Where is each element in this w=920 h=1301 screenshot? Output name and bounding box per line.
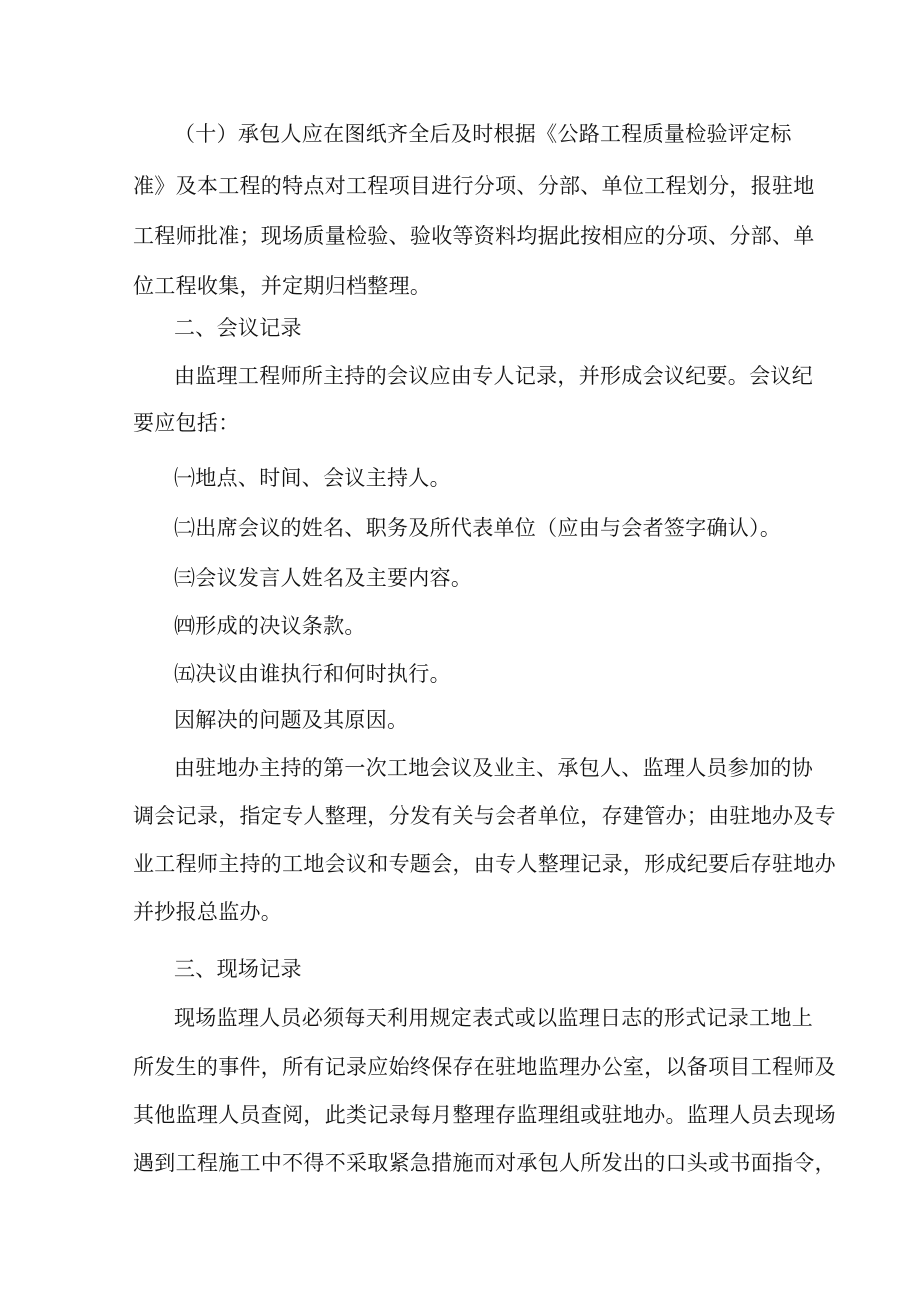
para-ten-line-2: 准》及本工程的特点对工程项目进行分项、分部、单位工程划分，报驻地 — [133, 174, 815, 198]
section-two-intro-line-1: 由监理工程师所主持的会议应由专人记录，并形成会议纪要。会议纪 — [174, 364, 813, 388]
section-three-heading: 三、现场记录 — [174, 957, 302, 981]
section-two-intro-line-2: 要应包括： — [133, 411, 240, 435]
list-item: ㈤决议由谁执行和何时执行。 — [174, 662, 451, 686]
section-two-para-line-2: 调会记录，指定专人整理，分发有关与会者单位，存建管办；由驻地办及专 — [133, 804, 836, 828]
section-three-para-line-2: 所发生的事件，所有记录应始终保存在驻地监理办公室，以备项目工程师及 — [133, 1055, 836, 1079]
list-item: ㈣形成的决议条款。 — [174, 614, 366, 638]
list-item: ㈠地点、时间、会议主持人。 — [174, 466, 451, 490]
section-two-para-line-3: 业工程师主持的工地会议和专题会，由专人整理记录，形成纪要后存驻地办 — [133, 852, 836, 876]
list-item: 因解决的问题及其原因。 — [174, 708, 409, 732]
list-item: ㈡出席会议的姓名、职务及所代表单位（应由与会者签字确认）。 — [174, 516, 782, 540]
section-two-para-line-4: 并抄报总监办。 — [133, 900, 283, 924]
section-two-para-line-1: 由驻地办主持的第一次工地会议及业主、承包人、监理人员参加的协 — [174, 756, 813, 780]
list-item: ㈢会议发言人姓名及主要内容。 — [174, 566, 473, 590]
section-three-para-line-4: 遇到工程施工中不得不采取紧急措施而对承包人所发出的口头或书面指令， — [133, 1151, 836, 1175]
para-ten-line-3: 工程师批准；现场质量检验、验收等资料均据此按相应的分项、分部、单 — [133, 224, 815, 248]
para-ten-line-1: （十）承包人应在图纸齐全后及时根据《公路工程质量检验评定标 — [174, 122, 792, 146]
para-ten-line-4: 位工程收集，并定期归档整理。 — [133, 274, 432, 298]
section-three-para-line-1: 现场监理人员必须每天利用规定表式或以监理日志的形式记录工地上 — [174, 1006, 813, 1030]
section-two-heading: 二、会议记录 — [174, 316, 302, 340]
section-three-para-line-3: 其他监理人员查阅，此类记录每月整理存监理组或驻地办。监理人员去现场 — [133, 1103, 836, 1127]
